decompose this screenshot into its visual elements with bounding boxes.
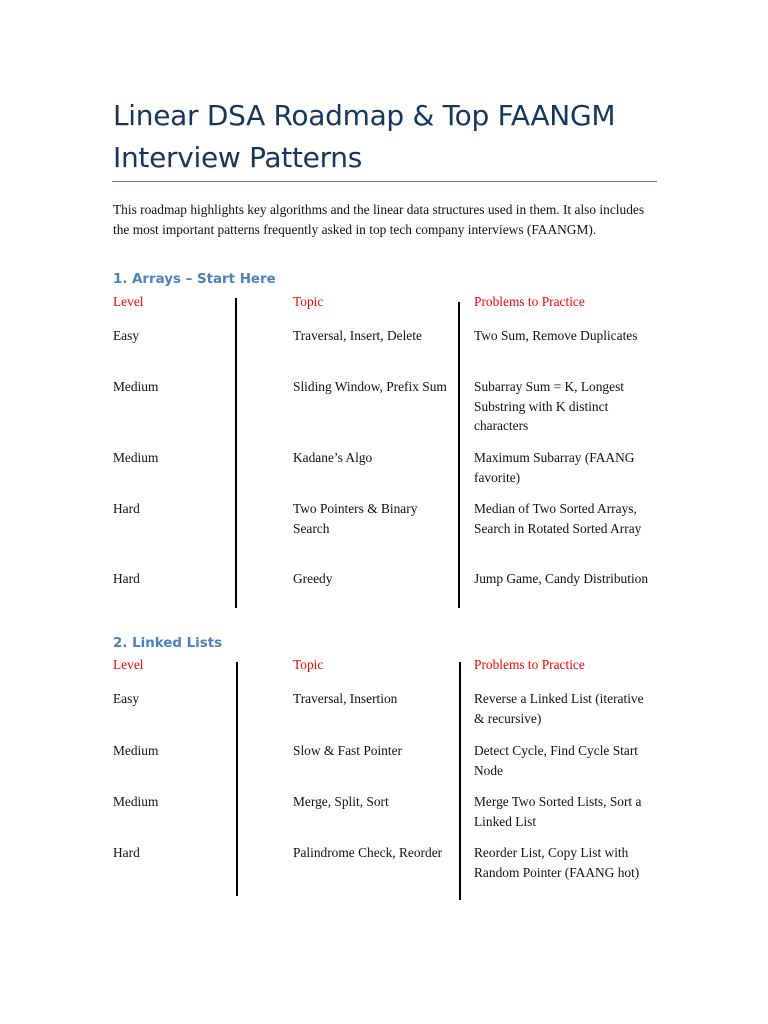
table-row-topic: Kadane’s Algo — [293, 450, 373, 465]
column-header-problems: Problems to Practice — [474, 294, 585, 309]
table-row-level: Medium — [113, 743, 159, 758]
table-row-problems: Maximum Subarray (FAANG favorite) — [474, 450, 635, 485]
table-row-level: Hard — [113, 845, 140, 860]
table-row-level: Easy — [113, 691, 140, 706]
table-row-topic: Palindrome Check, Reorder — [293, 845, 443, 860]
table-row-problems: Two Sum, Remove Duplicates — [474, 328, 638, 343]
table-row-level: Hard — [113, 571, 140, 586]
table-row-problems: Reverse a Linked List (iterative & recursive) — [474, 691, 644, 726]
column-divider — [236, 662, 238, 896]
table-row-problems: Detect Cycle, Find Cycle Start Node — [474, 743, 638, 778]
section-heading-linked-lists: 2. Linked Lists — [113, 636, 223, 651]
table-row-topic: Two Pointers & Binary Search — [293, 501, 418, 536]
section-heading-arrays: 1. Arrays – Start Here — [113, 272, 276, 287]
table-row-problems: Merge Two Sorted Lists, Sort a Linked List — [474, 794, 642, 829]
table-row-problems: Reorder List, Copy List with Random Pointer (FAANG hot) — [474, 845, 640, 880]
table-row-topic: Greedy — [293, 571, 333, 586]
table-row-topic: Merge, Split, Sort — [293, 794, 389, 809]
table-row-topic: Slow & Fast Pointer — [293, 743, 402, 758]
table-row-topic: Traversal, Insert, Delete — [293, 328, 422, 343]
table-row-level: Hard — [113, 501, 140, 516]
column-header-level: Level — [113, 294, 144, 309]
table-row-level: Easy — [113, 328, 140, 343]
table-row-problems: Subarray Sum = K, Longest Substring with K distinct characters — [474, 379, 624, 433]
column-header-topic: Topic — [293, 294, 324, 309]
table-row-topic: Sliding Window, Prefix Sum — [293, 379, 447, 394]
table-row-level: Medium — [113, 450, 159, 465]
table-row-level: Medium — [113, 379, 159, 394]
table-row-problems: Median of Two Sorted Arrays, Search in Rotated Sorted Array — [474, 501, 642, 536]
column-header-level: Level — [113, 657, 144, 672]
table-row-problems: Jump Game, Candy Distribution — [474, 571, 649, 586]
page-title: Linear DSA Roadmap & Top FAANGM Interview Patterns — [113, 99, 616, 174]
table-row-topic: Traversal, Insertion — [293, 691, 398, 706]
title-divider — [112, 181, 657, 182]
column-divider — [235, 298, 237, 608]
table-row-level: Medium — [113, 794, 159, 809]
column-header-problems: Problems to Practice — [474, 657, 585, 672]
column-header-topic: Topic — [293, 657, 324, 672]
intro-paragraph: This roadmap highlights key algorithms and the linear data structures used in them. It also includes the most important patterns frequently asked in top tech company interviews (FAANGM). — [113, 202, 645, 237]
